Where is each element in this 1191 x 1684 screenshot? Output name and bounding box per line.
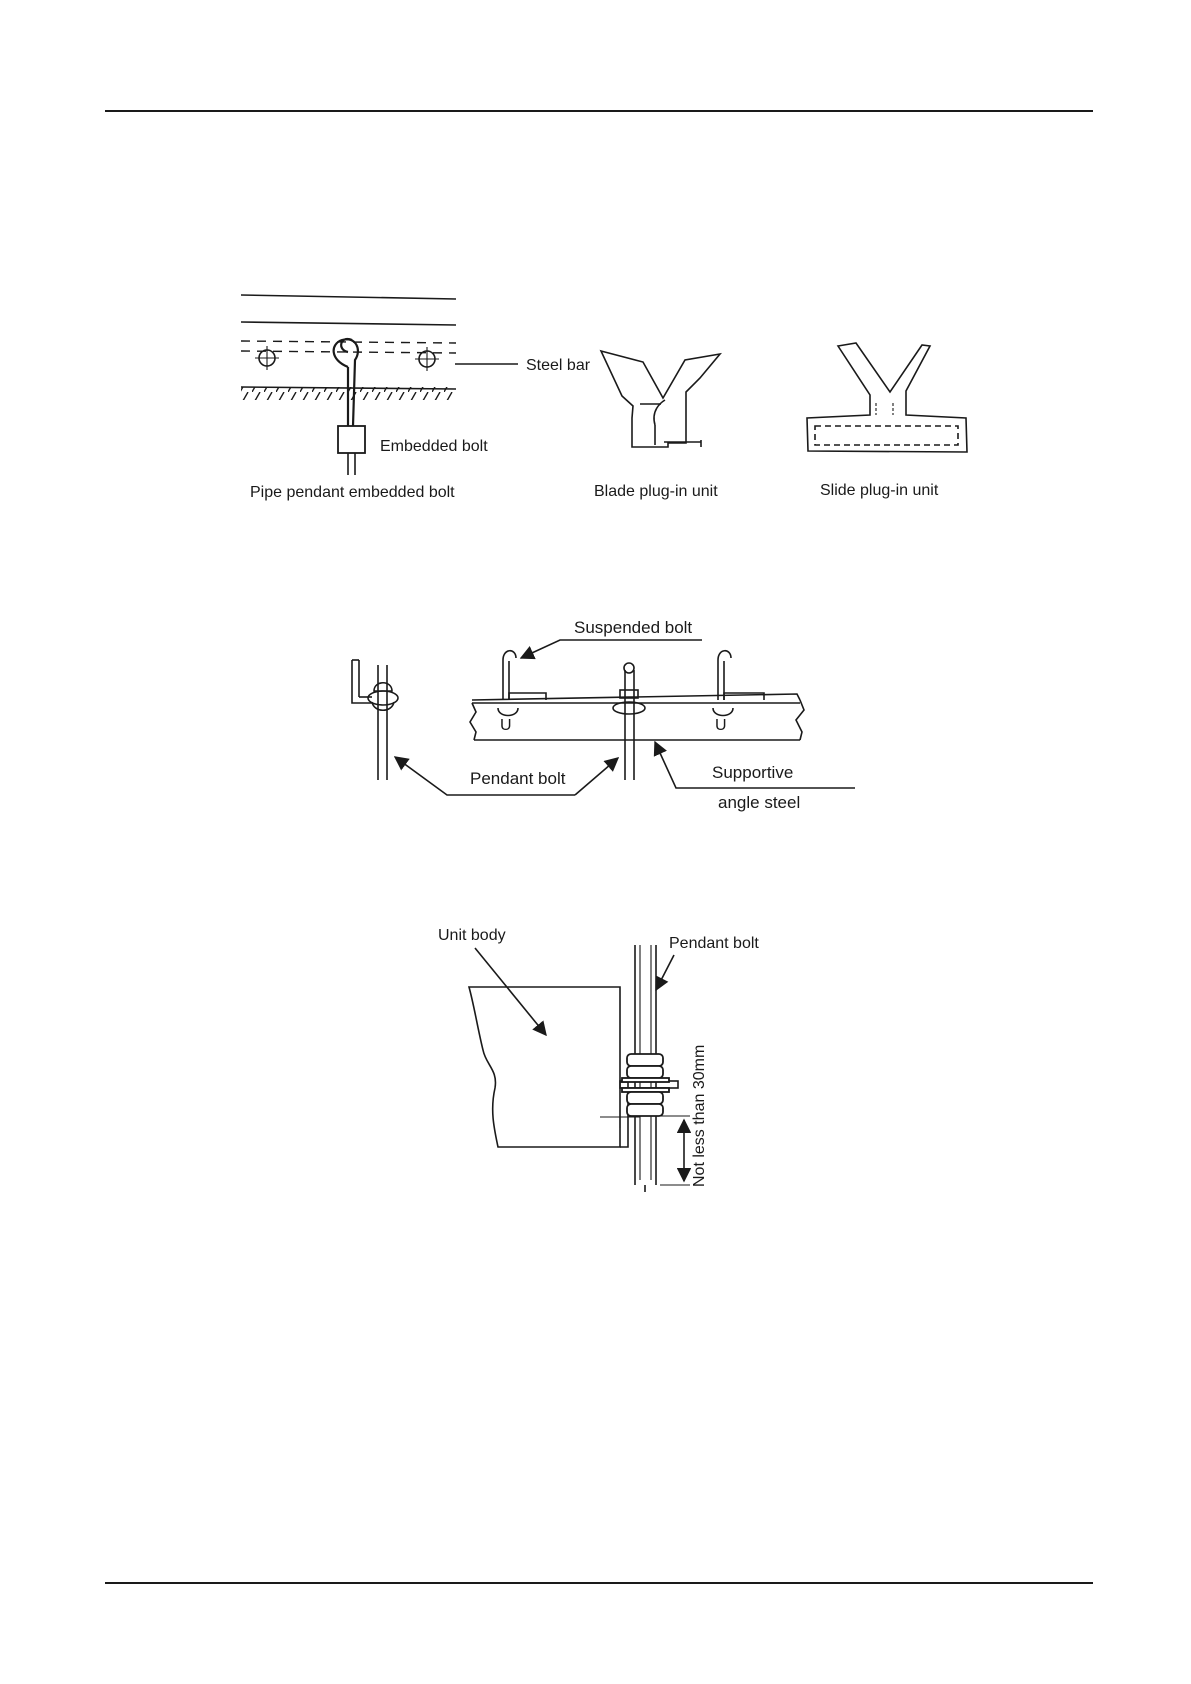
blade-unit-body: [601, 351, 720, 447]
pendant-bolt-label: Pendant bolt: [470, 769, 566, 788]
right-slot-nut: [713, 708, 733, 716]
unit-body-outline: [469, 987, 620, 1147]
left-slot-nut: [498, 708, 518, 716]
left-nut-top: [374, 683, 392, 691]
unit-body-label: Unit body: [438, 927, 506, 944]
right-slot-u: U: [715, 717, 727, 734]
supportive-label-line2: angle steel: [718, 793, 801, 812]
blade-plug-in-unit-figure: [594, 351, 720, 500]
center-rod-tip: [624, 663, 634, 673]
pipe-pendant-embedded-bolt-figure: [241, 295, 591, 501]
pendant-bolt-leader-right: [575, 758, 618, 795]
slide-unit-dashed-slot: [815, 426, 958, 445]
upper-washer: [622, 1078, 669, 1082]
left-slot-u: U: [500, 717, 512, 734]
hook-tip: [341, 339, 352, 352]
upper-nut-1: [627, 1054, 663, 1066]
embedded-bolt-block: [338, 426, 365, 453]
slide-caption: Slide plug-in unit: [820, 482, 939, 499]
lower-nut-2: [627, 1104, 663, 1116]
unit-body-figure: [438, 927, 759, 1192]
pendant-bolt-leader-fig3: [656, 955, 674, 990]
upper-nut-2: [627, 1066, 663, 1078]
rebar-cross-section-left: [255, 346, 279, 370]
supportive-label-line1: Supportive: [712, 763, 794, 782]
angle-steel-figure: [352, 618, 855, 812]
ceiling-line-top: [241, 295, 456, 299]
steel-bar-label: Steel bar: [526, 357, 591, 374]
angle-steel-break-right: [796, 700, 804, 740]
angle-steel-top-edge: [472, 694, 800, 700]
ceiling-line-second: [241, 322, 456, 325]
angle-steel-break-left: [470, 703, 476, 740]
pipe-pendant-caption: Pipe pendant embedded bolt: [250, 484, 455, 501]
blade-caption: Blade plug-in unit: [594, 483, 718, 500]
suspended-bolt-leader: [521, 640, 702, 658]
pendant-bolt-label-fig3: Pendant bolt: [669, 935, 759, 952]
slide-unit-body: [807, 343, 967, 452]
rebar-dashed-line-upper: [241, 341, 456, 343]
rebar-cross-section-right: [415, 347, 439, 371]
clearance-label: Not less than 30mm: [691, 1044, 708, 1187]
slide-plug-in-unit-figure: [807, 343, 967, 499]
embedded-bolt-label: Embedded bolt: [380, 438, 488, 455]
lower-nut-1: [627, 1092, 663, 1104]
unit-body-leader: [475, 948, 546, 1035]
suspended-bolt-label: Suspended bolt: [574, 618, 693, 637]
